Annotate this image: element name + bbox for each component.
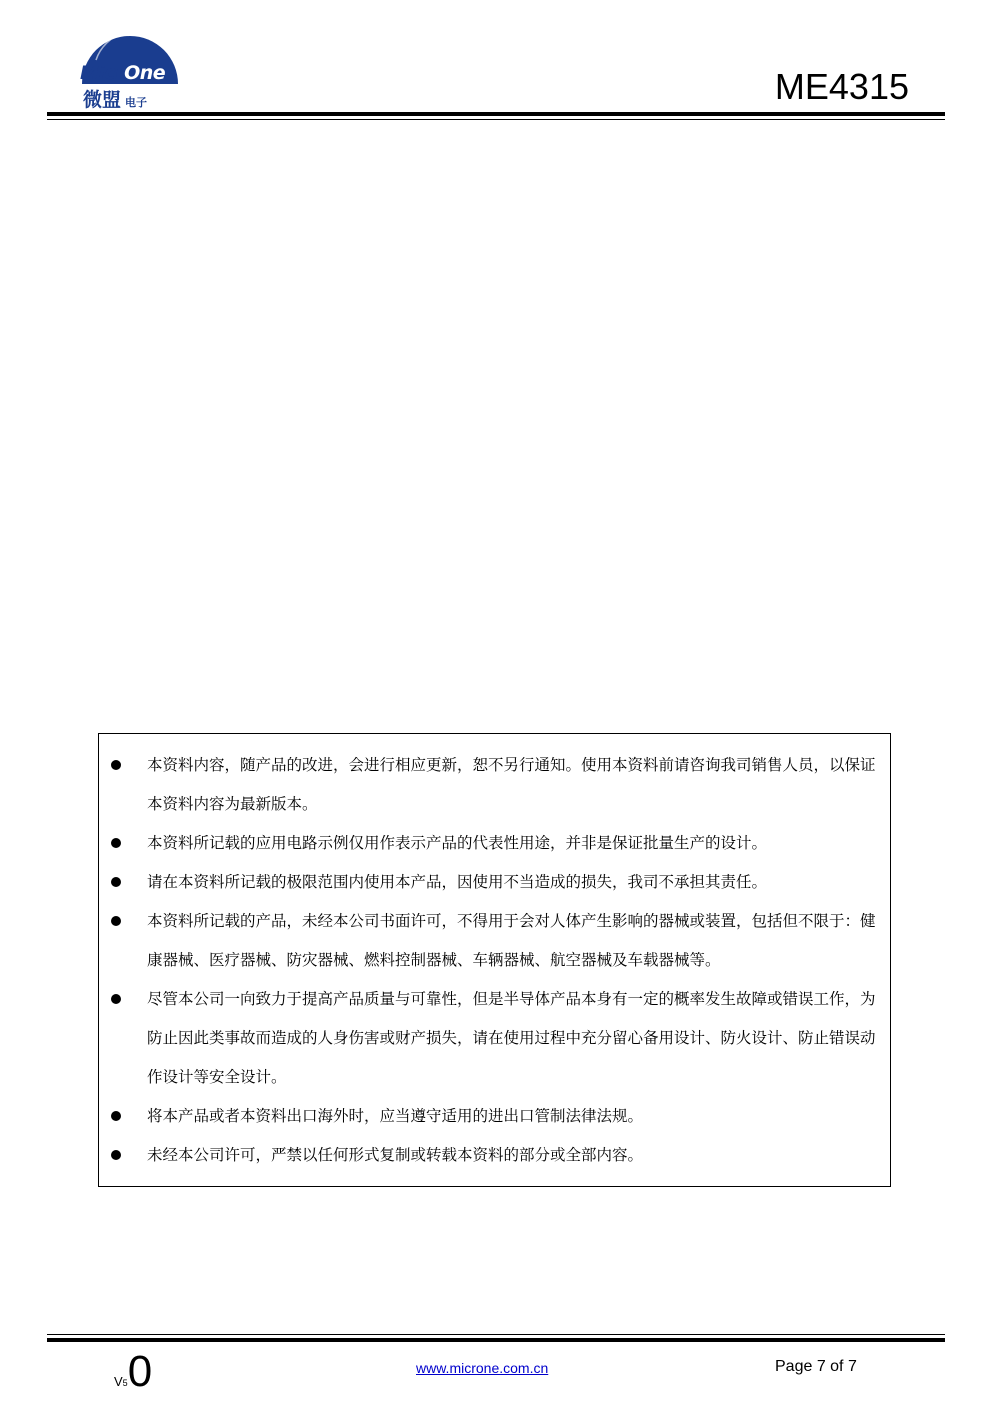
footer-rule-thin [47,1334,945,1335]
bullet-icon [111,1150,121,1160]
bullet-icon [111,1111,121,1121]
website-link[interactable]: www.microne.com.cn [416,1360,549,1376]
part-number: ME4315 [774,66,909,107]
disclaimer-item: 尽管本公司一向致力于提高产品质量与可靠性，但是半导体产品本身有一定的概率发生故障或错误工作，为防止因此类事故而造成的人身伤害或财产损失，请在使用过程中充分留心备用设计、防火设计、防止错误动作设计等安全设计。 [99,980,880,1097]
header-rule-thin [47,119,945,120]
disclaimer-item: 本资料内容，随产品的改进，会进行相应更新，恕不另行通知。使用本资料前请咨询我司销售人员，以保证本资料内容为最新版本。 [99,746,880,824]
disclaimer-item: 请在本资料所记载的极限范围内使用本产品，因使用不当造成的损失，我司不承担其责任。 [99,863,880,902]
company-logo [76,20,186,112]
header-rule-thick [47,112,945,116]
page-number: Page 7 of 7 [775,1358,857,1375]
disclaimer-item: 本资料所记载的产品，未经本公司书面许可，不得用于会对人体产生影响的器械或装置，包括但不限于：健康器械、医疗器械、防灾器械、燃料控制器械、车辆器械、航空器械及车载器械等。 [99,902,880,980]
bullet-icon [111,877,121,887]
logo-text-cn: 微盟 电子 [83,89,148,111]
bullet-icon [111,760,121,770]
logo-text-en: MicrOne [80,62,166,84]
bullet-icon [111,916,121,926]
disclaimer-item: 未经本公司许可，严禁以任何形式复制或转载本资料的部分或全部内容。 [99,1136,880,1175]
disclaimer-item: 将本产品或者本资料出口海外时，应当遵守适用的进出口管制法律法规。 [99,1097,880,1136]
version-label: V50 [114,1347,153,1396]
disclaimer-box [98,733,891,1187]
disclaimer-item: 本资料所记载的应用电路示例仅用作表示产品的代表性用途，并非是保证批量生产的设计。 [99,824,880,863]
bullet-icon [111,838,121,848]
bullet-icon [111,994,121,1004]
disclaimer-list [99,734,890,1175]
footer-rule-thick [47,1338,945,1342]
